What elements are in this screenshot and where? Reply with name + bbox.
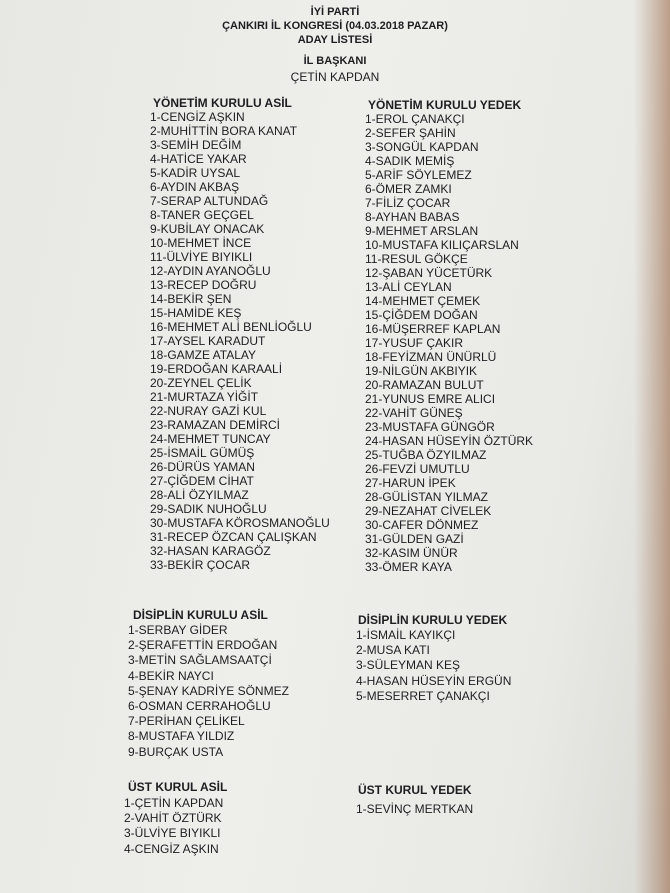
list-item: 30-CAFER DÖNMEZ: [365, 518, 479, 532]
list-item: 6-OSMAN CERRAHOĞLU: [128, 698, 271, 713]
list-item: 13-RECEP DOĞRU: [150, 278, 257, 292]
list-item: 27-ÇİĞDEM CİHAT: [150, 474, 254, 488]
list-item: 13-ALİ CEYLAN: [365, 280, 452, 294]
ust-yedek-list: [356, 802, 473, 817]
list-item: 4-SADIK MEMİŞ: [365, 154, 455, 168]
list-item: 4-BEKİR NAYCI: [128, 668, 214, 683]
list-item: 4-HASAN HÜSEYİN ERGÜN: [356, 673, 512, 688]
list-item: 17-AYSEL KARADUT: [150, 334, 266, 348]
yonetim-yedek-list: [365, 112, 533, 574]
list-item: 18-GAMZE ATALAY: [150, 348, 257, 362]
list-item: 14-MEHMET ÇEMEK: [365, 294, 481, 308]
list-item: 9-MEHMET ARSLAN: [365, 224, 479, 238]
list-title: ADAY LİSTESİ: [297, 34, 373, 46]
list-item: 33-ÖMER KAYA: [365, 560, 452, 574]
list-item: 19-ERDOĞAN KARAALİ: [150, 362, 283, 376]
list-item: 15-HAMİDE KEŞ: [150, 306, 242, 320]
list-item: 12-AYDIN AYANOĞLU: [150, 264, 271, 278]
list-item: 2-MUHİTTİN BORA KANAT: [150, 124, 298, 138]
list-item: 20-ZEYNEL ÇELİK: [150, 376, 252, 390]
list-item: 11-RESUL GÖKÇE: [365, 252, 468, 266]
disiplin-yedek-list: [356, 628, 511, 704]
list-item: 15-ÇİĞDEM DOĞAN: [365, 308, 478, 322]
list-item: 5-MESERRET ÇANAKÇI: [356, 688, 490, 703]
ust-asil-list: [124, 796, 223, 857]
list-item: 3-ÜLVİYE BIYIKLI: [124, 826, 221, 841]
list-item: 2-VAHİT ÖZTÜRK: [124, 811, 222, 826]
list-item: 2-SEFER ŞAHİN: [365, 126, 456, 140]
list-item: 10-MEHMET İNCE: [150, 236, 252, 250]
list-item: 9-BURÇAK USTA: [128, 744, 224, 759]
list-item: 1-CENGİZ AŞKIN: [150, 110, 245, 124]
list-item: 23-MUSTAFA GÜNGÖR: [365, 420, 495, 434]
list-item: 26-FEVZİ UMUTLU: [365, 462, 470, 476]
chair-title: İL BAŞKANI: [303, 55, 367, 67]
list-item: 27-HARUN İPEK: [365, 476, 456, 490]
yonetim-yedek-title: YÖNETİM KURULU YEDEK: [368, 98, 522, 112]
chair-name: ÇETİN KAPDAN: [290, 70, 380, 84]
list-item: 7-FİLİZ ÇOCAR: [365, 196, 451, 210]
list-item: 28-ALİ ÖZYILMAZ: [150, 488, 249, 502]
list-item: 1-SEVİNÇ MERTKAN: [356, 802, 474, 816]
list-item: 21-MURTAZA YİĞİT: [150, 390, 259, 404]
list-item: 29-NEZAHAT CİVELEK: [365, 504, 492, 518]
list-item: 3-SONGÜL KAPDAN: [365, 140, 479, 154]
list-item: 6-AYDIN AKBAŞ: [150, 180, 240, 194]
list-item: 31-RECEP ÖZCAN ÇALIŞKAN: [150, 530, 317, 544]
list-item: 32-HASAN KARAGÖZ: [150, 544, 271, 558]
list-item: 9-KUBİLAY ONACAK: [150, 222, 265, 236]
list-item: 30-MUSTAFA KÖROSMANOĞLU: [150, 516, 330, 530]
list-item: 16-MEHMET ALİ BENLİOĞLU: [150, 320, 312, 334]
page-edge-shadow: [634, 0, 670, 893]
list-item: 2-ŞERAFETTİN ERDOĞAN: [128, 638, 278, 653]
list-item: 22-VAHİT GÜNEŞ: [365, 406, 463, 420]
list-item: 3-SEMİH DEĞİM: [150, 138, 242, 152]
list-item: 3-SÜLEYMAN KEŞ: [356, 658, 461, 673]
disiplin-yedek-title: DİSİPLİN KURULU YEDEK: [358, 613, 508, 627]
disiplin-asil-title: DİSİPLİN KURULU ASİL: [133, 608, 268, 622]
list-item: 18-FEYİZMAN ÜNÜRLÜ: [365, 350, 497, 364]
list-item: 19-NİLGÜN AKBIYIK: [365, 364, 478, 378]
list-item: 8-TANER GEÇGEL: [150, 208, 254, 222]
list-item: 4-HATİCE YAKAR: [150, 152, 247, 166]
list-item: 22-NURAY GAZİ KUL: [150, 404, 267, 418]
list-item: 17-YUSUF ÇAKIR: [365, 336, 464, 350]
list-item: 5-KADİR UYSAL: [150, 166, 241, 180]
party-name: İYİ PARTİ: [310, 6, 360, 18]
list-item: 7-SERAP ALTUNDAĞ: [150, 194, 269, 208]
list-item: 5-ŞENAY KADRİYE SÖNMEZ: [128, 683, 289, 698]
list-item: 26-DÜRÜS YAMAN: [150, 460, 255, 474]
list-item: 25-İSMAİL GÜMÜŞ: [150, 446, 255, 460]
yonetim-asil-title: YÖNETİM KURULU ASİL: [153, 96, 292, 110]
list-item: 1-SERBAY GİDER: [128, 623, 228, 637]
list-item: 1-İSMAİL KAYIKÇI: [356, 628, 456, 642]
list-item: 8-MUSTAFA YILDIZ: [128, 729, 235, 744]
list-item: 5-ARİF SÖYLEMEZ: [365, 168, 472, 182]
list-item: 33-BEKİR ÇOCAR: [150, 558, 251, 572]
disiplin-asil-list: [128, 623, 289, 760]
list-item: 16-MÜŞERREF KAPLAN: [365, 322, 501, 336]
list-item: 8-AYHAN BABAS: [365, 210, 460, 224]
list-item: 21-YUNUS EMRE ALICI: [365, 392, 496, 406]
list-item: 28-GÜLİSTAN YILMAZ: [365, 490, 488, 504]
list-item: 14-BEKİR ŞEN: [150, 292, 232, 306]
ust-yedek-title: ÜST KURUL YEDEK: [358, 783, 472, 797]
yonetim-asil-list: [150, 110, 330, 572]
list-item: 1-ÇETİN KAPDAN: [124, 796, 224, 810]
list-item: 25-TUĞBA ÖZYILMAZ: [365, 448, 487, 462]
list-item: 29-SADIK NUHOĞLU: [150, 502, 267, 516]
list-item: 6-ÖMER ZAMKI: [365, 182, 452, 196]
congress-title: ÇANKIRI İL KONGRESİ (04.03.2018 PAZAR): [222, 20, 448, 32]
list-item: 4-CENGİZ AŞKIN: [124, 841, 219, 856]
list-item: 24-HASAN HÜSEYİN ÖZTÜRK: [365, 434, 534, 448]
list-item: 2-MUSA KATI: [356, 643, 430, 658]
list-item: 23-RAMAZAN DEMİRCİ: [150, 418, 281, 432]
list-item: 20-RAMAZAN BULUT: [365, 378, 484, 392]
ust-asil-title: ÜST KURUL ASİL: [128, 780, 228, 794]
list-item: 32-KASIM ÜNÜR: [365, 546, 458, 560]
list-item: 3-METİN SAĞLAMSAATÇİ: [128, 653, 272, 668]
list-item: 12-ŞABAN YÜCETÜRK: [365, 266, 493, 280]
list-item: 11-ÜLVİYE BIYIKLI: [150, 250, 253, 264]
list-item: 24-MEHMET TUNCAY: [150, 432, 271, 446]
list-item: 7-PERİHAN ÇELİKEL: [128, 714, 245, 729]
list-item: 10-MUSTAFA KILIÇARSLAN: [365, 238, 519, 252]
list-item: 1-EROL ÇANAKÇI: [365, 112, 465, 126]
list-item: 31-GÜLDEN GAZİ: [365, 532, 464, 546]
